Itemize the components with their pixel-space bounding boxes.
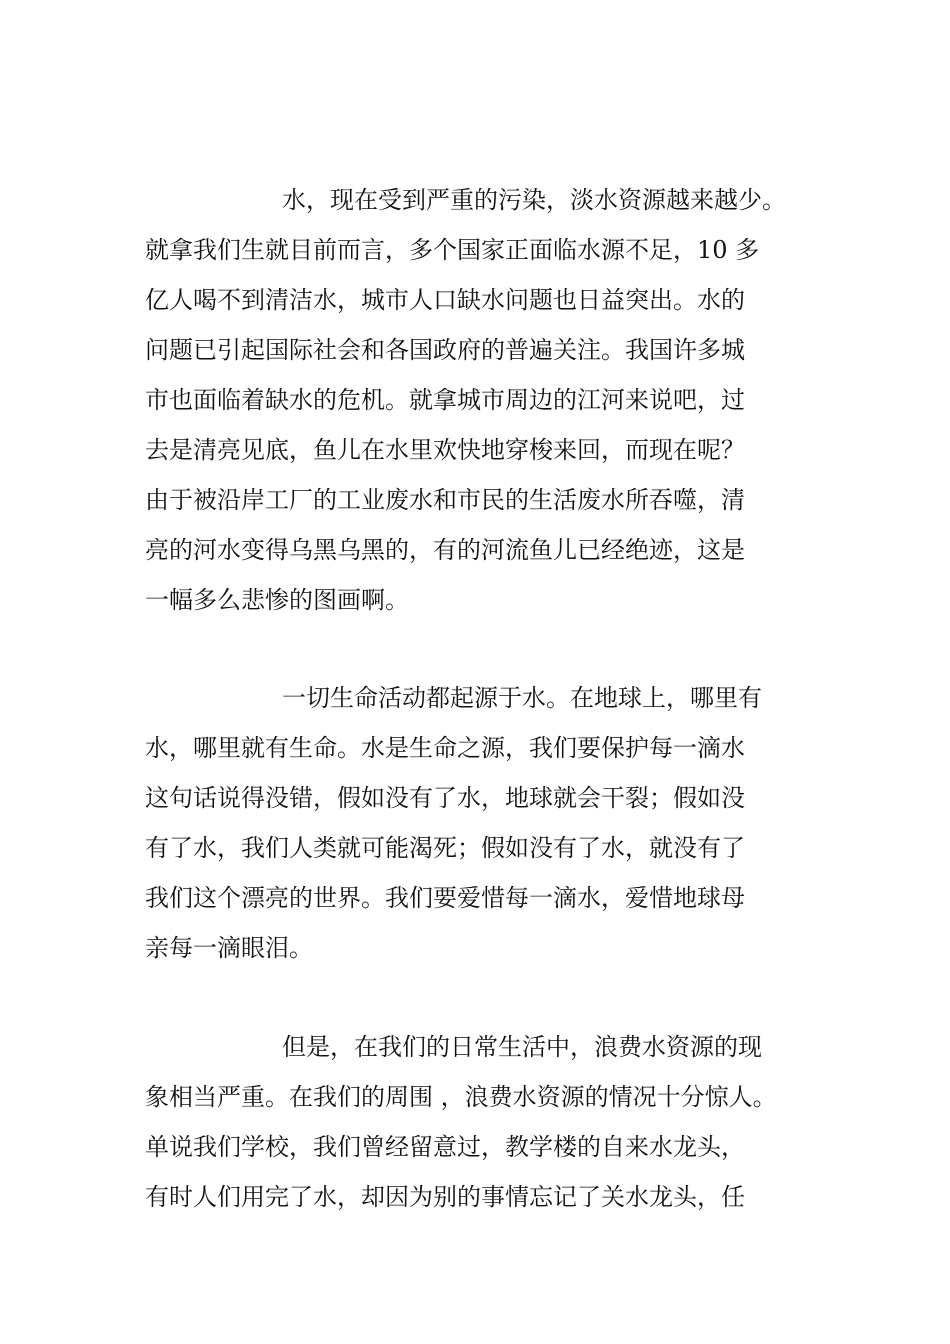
text-line: 但是，在我们的日常生活中，浪费水资源的现 <box>282 1033 762 1061</box>
text-line: 有时人们用完了水，却因为别的事情忘记了关水龙头，任 <box>145 1183 745 1211</box>
text-line: 市也面临着缺水的危机。就拿城市周边的江河来说吧，过 <box>145 386 745 414</box>
text-line: 亿人喝不到清洁水，城市人口缺水问题也日益突出。水的 <box>145 286 745 314</box>
text-line: 就拿我们生就目前而言，多个国家正面临水源不足，10 多 <box>145 236 760 264</box>
text-line: 一幅多么悲惨的图画啊。 <box>145 586 409 614</box>
text-line: 水，现在受到严重的污染，淡水资源越来越少。 <box>282 186 786 214</box>
text-line: 去是清亮见底，鱼儿在水里欢快地穿梭来回，而现在呢？ <box>145 436 745 464</box>
text-line: 亲每一滴眼泪。 <box>145 934 313 962</box>
text-line: 亮的河水变得乌黑乌黑的，有的河流鱼儿已经绝迹，这是 <box>145 536 745 564</box>
text-line: 单说我们学校，我们曾经留意过，教学楼的自来水龙头， <box>145 1133 745 1161</box>
text-line: 一切生命活动都起源于水。在地球上，哪里有 <box>282 684 762 712</box>
text-line: 有了水，我们人类就可能渴死；假如没有了水，就没有了 <box>145 834 745 862</box>
text-line: 由于被沿岸工厂的工业废水和市民的生活废水所吞噬，清 <box>145 486 745 514</box>
text-line: 水，哪里就有生命。水是生命之源，我们要保护每一滴水 <box>145 734 745 762</box>
text-line: 我们这个漂亮的世界。我们要爱惜每一滴水，爱惜地球母 <box>145 884 745 912</box>
text-line: 这句话说得没错，假如没有了水，地球就会干裂；假如没 <box>145 784 745 812</box>
text-line: 象相当严重。在我们的周围 ，浪费水资源的情况十分惊人。 <box>145 1083 777 1111</box>
text-line: 问题已引起国际社会和各国政府的普遍关注。我国许多城 <box>145 336 745 364</box>
